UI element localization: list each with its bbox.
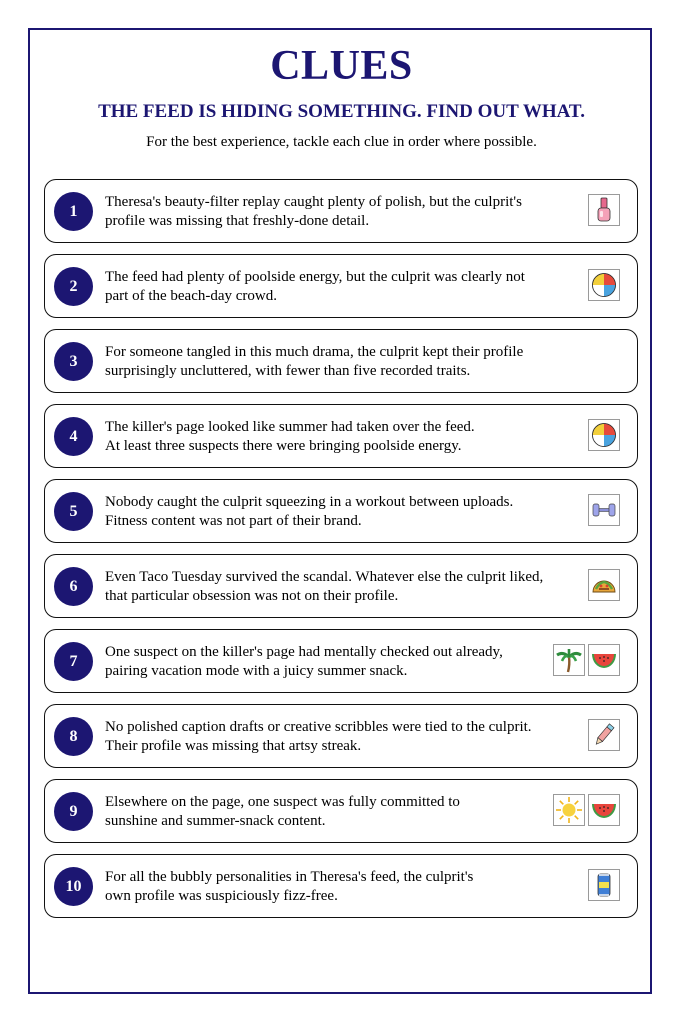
clue-text-line: For all the bubbly personalities in Theresa's feed, the culprit's <box>105 869 474 885</box>
clue-card <box>44 179 638 243</box>
page-title: CLUES <box>270 43 413 89</box>
clue-text-line: sunshine and summer-snack content. <box>105 813 326 829</box>
clue-text <box>105 643 575 681</box>
clue-icon-group <box>588 719 620 753</box>
clue-text-line: Elsewhere on the page, one suspect was fully committed to <box>105 794 460 810</box>
clue-icon-group <box>553 644 620 678</box>
clue-text <box>105 568 575 606</box>
sun-icon <box>553 794 585 826</box>
clue-text <box>105 343 575 381</box>
clue-card <box>44 629 638 693</box>
beach-ball-icon <box>588 269 620 301</box>
clue-text-line: profile was missing that freshly-done detail. <box>105 213 370 229</box>
clue-text-line: Fitness content was not part of their brand. <box>105 513 362 529</box>
clue-icon-group <box>588 869 620 903</box>
clue-text-line: Nobody caught the culprit squeezing in a workout between uploads. <box>105 494 514 510</box>
clue-text <box>105 418 575 456</box>
watermelon-icon <box>588 794 620 826</box>
nail-polish-icon <box>588 194 620 226</box>
watermelon-icon <box>588 644 620 676</box>
clue-card <box>44 854 638 918</box>
clue-text-line: surprisingly uncluttered, with fewer than five recorded traits. <box>105 363 471 379</box>
clue-icon-group <box>553 794 620 828</box>
clue-text-line: The killer's page looked like summer had taken over the feed. <box>105 419 475 435</box>
clue-number-badge: 8 <box>54 717 93 756</box>
clue-text-line: pairing vacation mode with a juicy summer snack. <box>105 663 408 679</box>
clue-text-line: No polished caption drafts or creative scribbles were tied to the culprit. <box>105 719 532 735</box>
clue-text <box>105 868 575 906</box>
clue-text-line: At least three suspects there were bringing poolside energy. <box>105 438 462 454</box>
clue-text <box>105 793 575 831</box>
clue-text-line: Even Taco Tuesday survived the scandal. Whatever else the culprit liked, <box>105 569 544 585</box>
clue-card <box>44 479 638 543</box>
pencil-icon <box>588 719 620 751</box>
clue-text-line: that particular obsession was not on their profile. <box>105 588 399 604</box>
clue-card <box>44 779 638 843</box>
clue-icon-group <box>588 419 620 453</box>
clue-icon-group <box>588 569 620 603</box>
clue-card <box>44 404 638 468</box>
clue-number-badge: 1 <box>54 192 93 231</box>
clue-number-badge: 6 <box>54 567 93 606</box>
clue-card <box>44 554 638 618</box>
soda-can-icon <box>588 869 620 901</box>
clue-number-badge: 2 <box>54 267 93 306</box>
instructions-text: For the best experience, tackle each clue in order where possible. <box>146 134 537 150</box>
clue-text <box>105 493 575 531</box>
taco-icon <box>588 569 620 601</box>
clue-text-line: Their profile was missing that artsy streak. <box>105 738 362 754</box>
clue-text-line: For someone tangled in this much drama, the culprit kept their profile <box>105 344 524 360</box>
clue-text <box>105 718 575 756</box>
clue-icon-group <box>588 269 620 303</box>
clue-text <box>105 193 575 231</box>
clue-text-line: One suspect on the killer's page had mentally checked out already, <box>105 644 503 660</box>
palm-tree-icon <box>553 644 585 676</box>
clue-card <box>44 254 638 318</box>
clue-text-line: The feed had plenty of poolside energy, but the culprit was clearly not <box>105 269 525 285</box>
clue-number-badge: 10 <box>54 867 93 906</box>
clue-number-badge: 9 <box>54 792 93 831</box>
clue-text <box>105 268 575 306</box>
clue-text-line: own profile was suspiciously fizz-free. <box>105 888 338 904</box>
clue-card <box>44 704 638 768</box>
dumbbell-icon <box>588 494 620 526</box>
clue-number-badge: 7 <box>54 642 93 681</box>
clue-number-badge: 5 <box>54 492 93 531</box>
page-subtitle: THE FEED IS HIDING SOMETHING. FIND OUT WHAT. <box>98 101 585 122</box>
clue-text-line: Theresa's beauty-filter replay caught plenty of polish, but the culprit's <box>105 194 522 210</box>
beach-ball-icon <box>588 419 620 451</box>
clue-text-line: part of the beach-day crowd. <box>105 288 278 304</box>
clue-icon-group <box>588 494 620 528</box>
clue-number-badge: 4 <box>54 417 93 456</box>
clue-icon-group <box>588 194 620 228</box>
clue-card <box>44 329 638 393</box>
clue-number-badge: 3 <box>54 342 93 381</box>
